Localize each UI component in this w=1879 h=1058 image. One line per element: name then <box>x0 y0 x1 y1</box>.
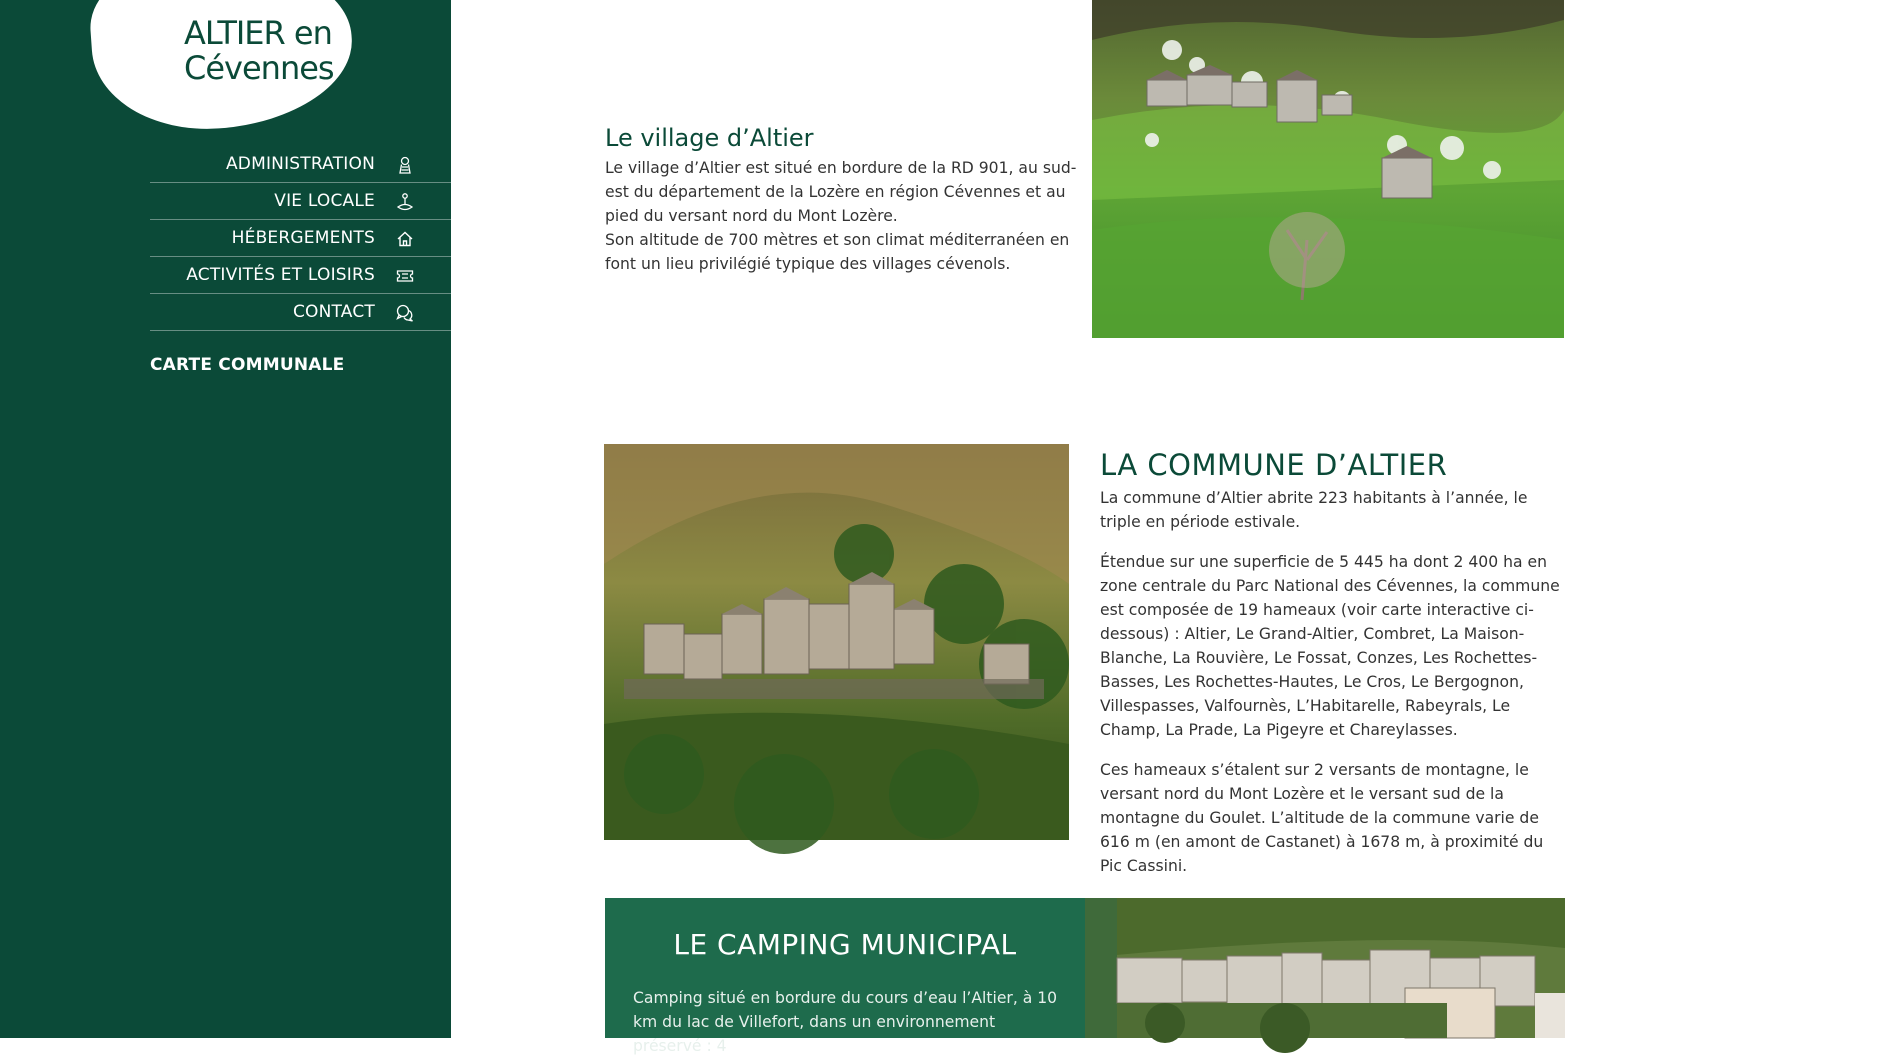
commune-paragraph-2: Étendue sur une superficie de 5 445 ha dont 2 400 ha en zone centrale du Parc National des Cévennes, la commune est composée de 19 hameaux (voir carte interactive ci-dessous) : Altier, Le Grand-Altier, Combret, La Maison-Blanche, La Rouvière, Le Fossat, Conzes, Les Rochettes-Basses, Les Rochettes-Hautes, Le Cros, Le Bergognon, Villespasses, Valfournès, L’Habitarelle, Rabeyrals, Le Champ, La Prade, La Pigeyre et Chareylasses. <box>1100 553 1560 739</box>
chat-icon <box>395 303 415 323</box>
village-photo <box>1092 0 1564 338</box>
camping-title: LE CAMPING MUNICIPAL <box>673 928 1017 961</box>
nav-item-contact[interactable] <box>150 294 451 331</box>
village-title: Le village d’Altier <box>605 124 814 152</box>
camping-photo <box>1085 898 1565 1038</box>
site-logo[interactable] <box>184 16 334 86</box>
commune-photo <box>604 444 1069 840</box>
sidebar <box>0 0 451 1038</box>
administration-icon <box>395 155 415 175</box>
nav-item-hebergements[interactable] <box>150 220 451 257</box>
home-icon <box>395 229 415 249</box>
logo-line-1: ALTIER en <box>184 14 332 52</box>
main-nav <box>150 146 451 331</box>
village-description <box>605 156 1081 276</box>
commune-paragraph-3: Ces hameaux s’étalent sur 2 versants de montagne, le versant nord du Mont Lozère et le versant sud de la montagne du Goulet. L’altitude de la commune varie de 616 m (en amont de Castanet) à 1678 m, à proximité du Pic Cassini. <box>1100 761 1544 875</box>
camping-section <box>605 898 1565 1055</box>
ticket-icon <box>395 266 415 286</box>
nav-item-label: ADMINISTRATION <box>225 154 375 174</box>
nav-item-administration[interactable] <box>150 146 451 183</box>
nav-item-label: VIE LOCALE <box>274 191 375 211</box>
nav-item-activites[interactable] <box>150 257 451 294</box>
vie-locale-icon <box>395 192 415 212</box>
camping-card[interactable] <box>605 898 1085 1055</box>
commune-title: LA COMMUNE D’ALTIER <box>1100 448 1448 482</box>
nav-item-label: ACTIVITÉS ET LOISIRS <box>186 265 375 285</box>
village-paragraph-1: Le village d’Altier est situé en bordure de la RD 901, au sud-est du département de la Lozère en région Cévennes et au pied du versant nord du Mont Lozère. <box>605 159 1077 225</box>
commune-description <box>1100 486 1570 894</box>
nav-item-label: HÉBERGEMENTS <box>231 228 375 248</box>
camping-text: Camping situé en bordure du cours d’eau l’Altier, à 10 km du lac de Villefort, dans un environnement préservé : 4 <box>633 989 1058 1055</box>
nav-item-label: CONTACT <box>292 302 375 322</box>
village-paragraph-2: Son altitude de 700 mètres et son climat méditerranéen en font un lieu privilégié typique des villages cévenols. <box>605 231 1070 273</box>
nav-item-vie-locale[interactable] <box>150 183 451 220</box>
commune-paragraph-1: La commune d’Altier abrite 223 habitants à l’année, le triple en période estivale. <box>1100 489 1528 531</box>
carte-communale-link[interactable]: CARTE COMMUNALE <box>150 355 345 375</box>
logo-line-2: Cévennes <box>184 49 334 87</box>
